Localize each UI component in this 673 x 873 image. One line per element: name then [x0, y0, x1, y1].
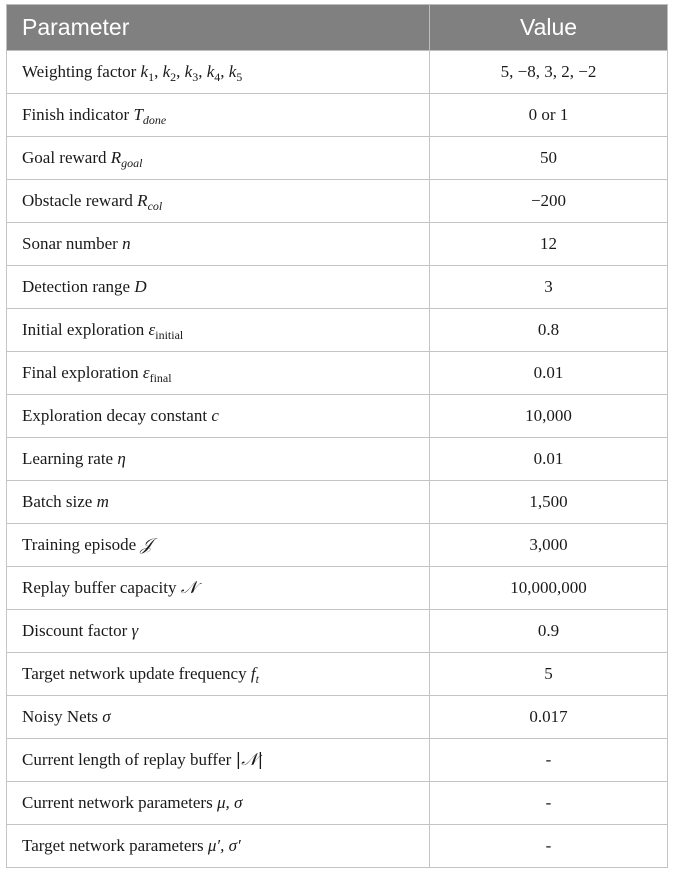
value-cell: 0.01 [430, 352, 668, 395]
table-row [7, 481, 668, 524]
parameter-label: Target network update frequency [22, 664, 247, 683]
table-row [7, 352, 668, 395]
table-row [7, 438, 668, 481]
parameter-cell: Finish indicator $T_{done}$ [7, 94, 430, 137]
parameter-table-container [6, 4, 667, 868]
parameter-label: Noisy Nets [22, 707, 99, 726]
value-cell: 5, −8, 3, 2, −2 [430, 51, 668, 94]
value-cell: 10,000,000 [430, 567, 668, 610]
parameter-symbol: η [117, 449, 126, 468]
value-cell: - [430, 739, 668, 782]
parameter-cell: Final exploration $\varepsilon_{final}$ [7, 352, 430, 395]
parameter-symbol: D [134, 277, 147, 296]
parameter-label: Replay buffer capacity [22, 578, 177, 597]
value-cell: 0.01 [430, 438, 668, 481]
parameter-label: Target network parameters [22, 836, 204, 855]
table-row [7, 51, 668, 94]
value-cell: 0.9 [430, 610, 668, 653]
value-cell: 10,000 [430, 395, 668, 438]
value-cell: 1,500 [430, 481, 668, 524]
parameter-label: Exploration decay constant [22, 406, 208, 425]
parameter-cell [7, 395, 430, 438]
parameter-symbol: c [211, 406, 219, 425]
value-cell: 5 [430, 653, 668, 696]
parameter-cell [7, 782, 430, 825]
table-row [7, 94, 668, 137]
parameter-label: Initial exploration [22, 320, 145, 339]
table-row [7, 567, 668, 610]
parameter-symbol: 𝒥 [140, 535, 153, 555]
parameter-cell: Goal reward $R_{goal}$ [7, 137, 430, 180]
parameter-cell [7, 524, 430, 567]
parameter-symbol: 𝒩 [180, 578, 198, 598]
parameter-label: Batch size [22, 492, 93, 511]
table-row [7, 696, 668, 739]
parameter-symbol: m [96, 492, 109, 511]
header-value: Value [430, 5, 668, 51]
parameter-cell: Target network update frequency $f_t$ [7, 653, 430, 696]
table-row [7, 395, 668, 438]
value-cell: 0.8 [430, 309, 668, 352]
parameter-cell [7, 825, 430, 868]
parameter-cell [7, 438, 430, 481]
table-row [7, 825, 668, 868]
parameter-cell [7, 739, 430, 782]
table-row [7, 223, 668, 266]
parameter-label: Learning rate [22, 449, 114, 468]
table-row [7, 524, 668, 567]
parameter-symbol: γ [131, 621, 139, 640]
table-row [7, 180, 668, 223]
parameter-symbol: μ′, σ′ [207, 836, 241, 855]
parameter-cell: Obstacle reward $R_{col}$ [7, 180, 430, 223]
parameter-label: Sonar number [22, 234, 118, 253]
table-row [7, 653, 668, 696]
table-header-row [7, 5, 668, 51]
parameter-label: Discount factor [22, 621, 128, 640]
value-cell: - [430, 782, 668, 825]
parameter-label: Current network parameters [22, 793, 213, 812]
parameter-cell [7, 696, 430, 739]
value-cell: 0.017 [430, 696, 668, 739]
table-row [7, 266, 668, 309]
parameter-label: Weighting factor [22, 62, 137, 81]
parameter-label: Current length of replay buffer [22, 750, 232, 769]
parameter-cell [7, 223, 430, 266]
parameter-label: Detection range [22, 277, 131, 296]
value-cell: −200 [430, 180, 668, 223]
header-parameter: Parameter [7, 5, 430, 51]
value-cell: 3,000 [430, 524, 668, 567]
parameter-symbol: |𝒩| [235, 750, 264, 770]
parameter-symbol: μ, σ [216, 793, 243, 812]
parameter-label: Obstacle reward [22, 191, 133, 210]
parameter-symbol: n [122, 234, 131, 253]
parameter-label: Goal reward [22, 148, 107, 167]
parameter-label: Finish indicator [22, 105, 130, 124]
parameter-cell [7, 610, 430, 653]
parameter-label: Final exploration [22, 363, 139, 382]
parameter-symbol: σ [102, 707, 111, 726]
table-row [7, 309, 668, 352]
value-cell: 0 or 1 [430, 94, 668, 137]
parameter-cell: Initial exploration $\varepsilon_{initial}$ [7, 309, 430, 352]
value-cell: - [430, 825, 668, 868]
parameter-cell [7, 266, 430, 309]
value-cell: 12 [430, 223, 668, 266]
table-row [7, 739, 668, 782]
value-cell: 50 [430, 137, 668, 180]
table-row [7, 137, 668, 180]
table-row [7, 610, 668, 653]
parameter-cell [7, 567, 430, 610]
table-row [7, 782, 668, 825]
parameter-cell: Weighting factor $k_1$, $k_2$, $k_3$, $k_4$, $k_5$ [7, 51, 430, 94]
parameter-table [6, 4, 668, 868]
value-cell: 3 [430, 266, 668, 309]
parameter-cell [7, 481, 430, 524]
parameter-label: Training episode [22, 535, 137, 554]
